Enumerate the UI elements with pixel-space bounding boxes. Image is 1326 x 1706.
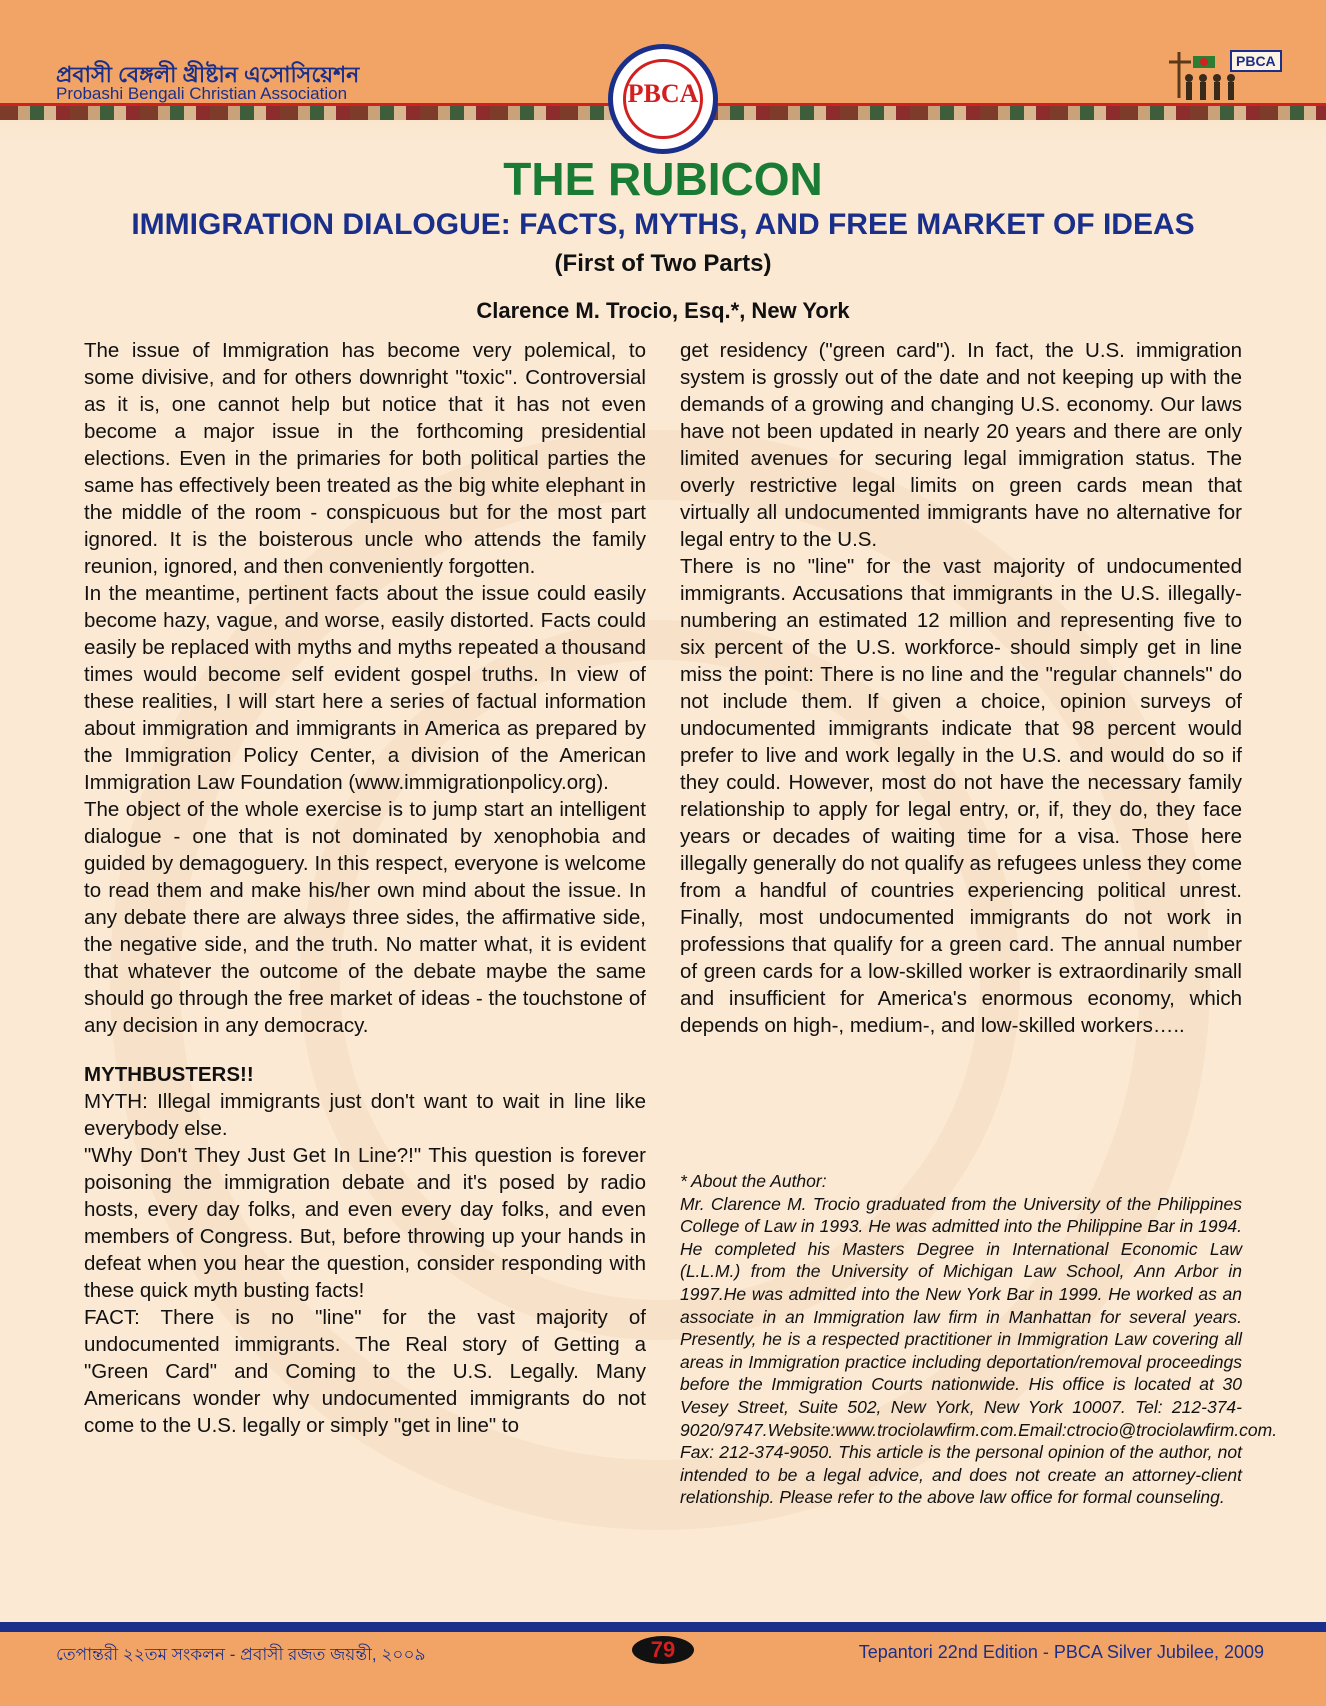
article-title: THE RUBICON: [503, 153, 823, 205]
logo-letters: PBCA: [627, 79, 699, 108]
body-paragraph: get residency ("green card"). In fact, the U.S. immigration system is grossly out of the date and not keeping up with the demands of a growing and changing U.S. economy. Our laws have not been updated in nearly 20 years and there are only limited avenues for securing legal immigration status. The overly restrictive legal limits on green cards mean that virtually all undocumented immigrants have no alternative for legal entry to the U.S.: [680, 339, 1242, 551]
right-column: [680, 337, 1242, 1039]
page-number: 79: [632, 1636, 694, 1664]
body-paragraph: The object of the whole exercise is to jump start an intelligent dialogue - one that is not dominated by xenophobia and guided by demagoguery. In this respect, everyone is welcome to read them and make his/her own mind about the issue. In any debate there are always three sides, the affirmative side, the negative side, and the truth. No matter what, it is evident that whatever the outcome of the debate maybe the same should go through the free market of ideas - the touchstone of any decision in any democracy.: [84, 798, 646, 1037]
people-cross-icon: [1165, 48, 1285, 108]
about-author: [680, 1170, 1278, 1509]
body-paragraph: There is no "line" for the vast majority of undocumented immigrants. Accusations that immigrants in the U.S. illegally- numbering an estimated 12 million and representing five to six percent of the U.S. workforce- should simply get in line miss the point: There is no line and the "regular channels" do not include them. If given a choice, opinion surveys of undocumented immigrants indicate that 98 percent would prefer to live and work legally in the U.S. and would do so if they could. However, most do not have the necessary family relationship to apply for legal entry, or, if, they do, they face years or decades of waiting time for a visa. Those here illegally generally do not qualify as refugees unless they come from a handful of countries experiencing political unrest. Finally, most undocumented immigrants do not work in professions that qualify for a green card. The annual number of green cards for a low-skilled worker is extraordinarily small and insufficient for America's enormous economy, which depends on high-, medium-, and low-skilled workers…..: [680, 555, 1242, 1037]
org-name-bengali: প্রবাসী বেঙ্গলী খ্রীষ্টান এসোসিয়েশন: [56, 62, 360, 87]
myth-paragraph: "Why Don't They Just Get In Line?!" This question is forever poisoning the immigration debate and it's posed by radio hosts, every day folks, and even every day folks, and even members of Congress. But, before throwing up your hands in defeat when you hear the question, consider responding with these quick myth busting facts!: [84, 1144, 646, 1302]
about-heading: * About the Author:: [680, 1171, 827, 1191]
article-subtitle: IMMIGRATION DIALOGUE: FACTS, MYTHS, AND FREE MARKET OF IDEAS: [131, 208, 1195, 241]
footer-edition-english: Tepantori 22nd Edition - PBCA Silver Jubilee, 2009: [858, 1642, 1264, 1662]
footer-bar: [0, 1622, 1326, 1632]
body-paragraph: In the meantime, pertinent facts about the issue could easily become hazy, vague, and worse, easily distorted. Facts could easily be replaced with myths and myths repeated a thousand times would become self evident gospel truths. In view of these realities, I will start here a series of factual information about immigration and immigrants in America as prepared by the Immigration Policy Center, a division of the American Immigration Law Foundation (www.immigrationpolicy.org).: [84, 582, 646, 794]
page-footer: [0, 1622, 1326, 1706]
article-part: (First of Two Parts): [554, 250, 772, 277]
footer-edition-bengali: তেপান্তরী ২২তম সংকলন - প্রবাসী রজত জয়ন্তী, ২০০৯: [56, 1645, 426, 1664]
left-column: [84, 337, 646, 1439]
article-author: Clarence M. Trocio, Esq.*, New York: [476, 298, 850, 323]
fact-paragraph: FACT: There is no "line" for the vast majority of undocumented immigrants. The Real story of Getting a "Green Card" and Coming to the U.S. Legally. Many Americans wonder why undocumented immigrants do not come to the U.S. legally or simply "get in line" to: [84, 1306, 646, 1437]
body-paragraph: The issue of Immigration has become very polemical, to some divisive, and for others downright "toxic". Controversial as it is, one cannot help but notice that it has not even become a major issue in the forthcoming presidential elections. Even in the primaries for both political parties the same has effectively been treated as the big white elephant in the middle of the room - conspicuous but for the most part ignored. It is the boisterous uncle who attends the family reunion, ignored, and then conveniently forgotten.: [84, 339, 646, 578]
about-text: Mr. Clarence M. Trocio graduated from the University of the Philippines College of Law in 1993. He was admitted into the Philippine Bar in 1994. He completed his Masters Degree in International Economic Law (L.L.M.) from the University of Michigan Law School, Ann Arbor in 1997.He was admitted into the New York Bar in 1999. He worked as an associate in an Immigration law firm in Manhattan for several years. Presently, he is a respected practitioner in Immigration Law covering all areas in Immigration practice including deportation/removal proceedings before the Immigration Courts nationwide. His office is located at 30 Vesey Street, Suite 502, New York, New York 10007. Tel: 212-374-9020/9747.Website:www.trociolawfirm.com.Email:ctrocio@trociolawfirm.com. Fax: 212-374-9050. This article is the personal opinion of the author, not intended to be a legal advice, and does not create an attorney-client relationship. Please refer to the above law office for formal counseling.: [680, 1193, 1278, 1508]
pbca-logo: [608, 44, 718, 154]
pbca-badge: PBCA: [1230, 50, 1282, 72]
mythbusters-heading: MYTHBUSTERS!!: [84, 1063, 254, 1086]
myth-paragraph: MYTH: Illegal immigrants just don't want to wait in line like everybody else.: [84, 1090, 646, 1140]
org-name-english: Probashi Bengali Christian Association: [56, 84, 348, 103]
